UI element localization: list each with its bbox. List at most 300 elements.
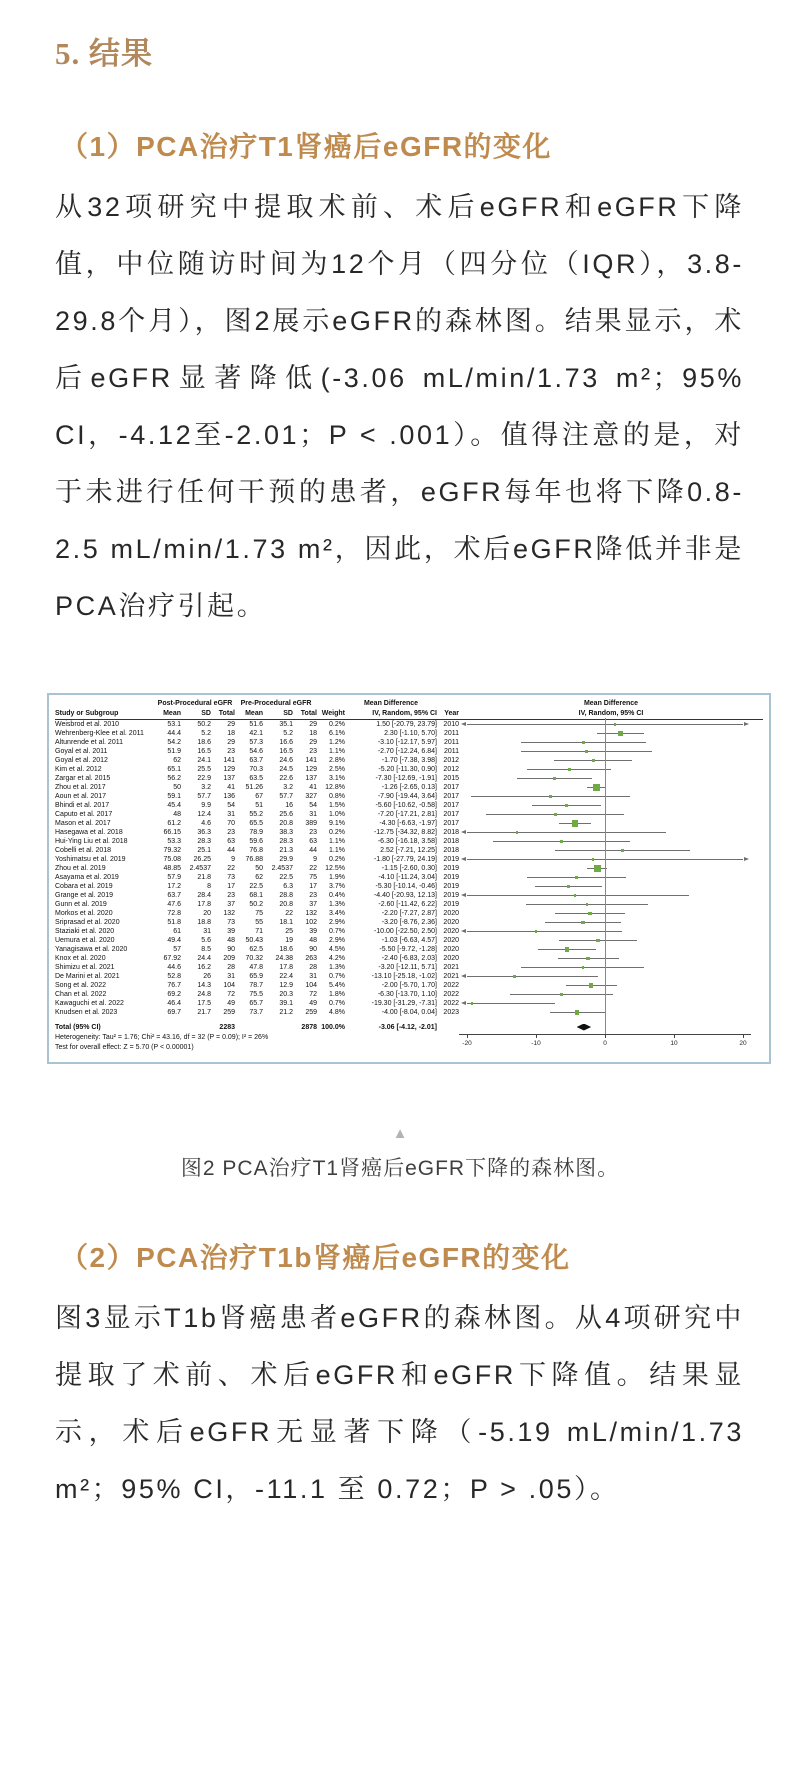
effect-marker bbox=[582, 966, 585, 969]
plot-cell bbox=[459, 972, 763, 981]
post-mean: 69.2 bbox=[167, 991, 181, 998]
weight-value: 1.2% bbox=[329, 739, 345, 746]
forest-row bbox=[55, 819, 763, 828]
pre-mean: 76.88 bbox=[245, 856, 263, 863]
pre-mean: 65.7 bbox=[249, 1000, 263, 1007]
post-mean: 76.7 bbox=[167, 982, 181, 989]
plot-ci-header: IV, Random, 95% CI bbox=[578, 710, 644, 717]
pre-total: 23 bbox=[309, 829, 317, 836]
axis-tick bbox=[674, 1034, 675, 1038]
plot-cell bbox=[459, 792, 763, 801]
total-plot-cell bbox=[459, 1023, 763, 1032]
effect-marker bbox=[553, 777, 556, 780]
post-mean: 69.7 bbox=[167, 1009, 181, 1016]
total1-header: Total bbox=[218, 710, 235, 717]
effect-marker bbox=[592, 759, 595, 762]
post-sd: 26.25 bbox=[193, 856, 211, 863]
year-value: 2019 bbox=[443, 874, 459, 881]
ci-text: -3.20 [-12.11, 5.71] bbox=[378, 964, 437, 971]
post-mean: 17.2 bbox=[167, 883, 181, 890]
study-name: Shimizu et al. 2021 bbox=[55, 964, 115, 971]
pre-sd: 16 bbox=[285, 802, 293, 809]
forest-row bbox=[55, 738, 763, 747]
forest-row bbox=[55, 720, 763, 729]
weight-value: 1.9% bbox=[329, 874, 345, 881]
forest-row bbox=[55, 990, 763, 999]
ci-text: 2.52 [-7.21, 12.25] bbox=[380, 847, 437, 854]
weight-value: 4.5% bbox=[329, 946, 345, 953]
pre-sd: 38.3 bbox=[279, 829, 293, 836]
pre-total: 137 bbox=[305, 775, 317, 782]
year-value: 2017 bbox=[443, 784, 459, 791]
post-total: 39 bbox=[227, 928, 235, 935]
x-axis bbox=[459, 1032, 751, 1056]
year-value: 2020 bbox=[443, 946, 459, 953]
pre-mean: 51.26 bbox=[245, 784, 263, 791]
plot-cell bbox=[459, 954, 763, 963]
weight-value: 1.1% bbox=[329, 838, 345, 845]
pre-sd: 22.6 bbox=[279, 775, 293, 782]
pre-total: 129 bbox=[305, 766, 317, 773]
pre-mean: 65.9 bbox=[249, 973, 263, 980]
axis-tick-label: -10 bbox=[531, 1040, 541, 1047]
year-value: 2010 bbox=[443, 721, 459, 728]
post-sd: 21.8 bbox=[197, 874, 211, 881]
post-total: 23 bbox=[227, 829, 235, 836]
ci-text: -5.30 [-10.14, -0.46] bbox=[375, 883, 437, 890]
collapse-triangle-icon[interactable]: ▲ bbox=[392, 1125, 408, 1142]
post-sd: 8.5 bbox=[201, 946, 211, 953]
weight-value: 3.7% bbox=[329, 883, 345, 890]
study-name: Goyal et al. 2011 bbox=[55, 748, 108, 755]
study-name: De Marini et al. 2021 bbox=[55, 973, 120, 980]
forest-plot bbox=[47, 693, 771, 1064]
study-name: Song et al. 2022 bbox=[55, 982, 106, 989]
post-sd: 26 bbox=[203, 973, 211, 980]
forest-row bbox=[55, 927, 763, 936]
plot-cell bbox=[459, 765, 763, 774]
post-sd: 4.6 bbox=[201, 820, 211, 827]
zero-line bbox=[605, 718, 606, 1034]
pre-mean: 68.1 bbox=[249, 892, 263, 899]
post-mean: 53.1 bbox=[167, 721, 181, 728]
study-name: Kim et al. 2012 bbox=[55, 766, 102, 773]
effect-marker bbox=[513, 975, 515, 977]
year-header: Year bbox=[444, 710, 459, 717]
post-total: 37 bbox=[227, 901, 235, 908]
study-name: Wehrenberg-Klee et al. 2011 bbox=[55, 730, 144, 737]
plot-cell bbox=[459, 945, 763, 954]
pre-mean: 62 bbox=[255, 874, 263, 881]
forest-footer bbox=[55, 1032, 763, 1058]
post-total: 17 bbox=[227, 883, 235, 890]
post-sd: 16.2 bbox=[197, 964, 211, 971]
study-name: Uemura et al. 2020 bbox=[55, 937, 115, 944]
forest-header-columns bbox=[55, 708, 763, 720]
post-total: 70 bbox=[227, 820, 235, 827]
weight-value: 12.5% bbox=[325, 865, 345, 872]
plot-cell bbox=[459, 846, 763, 855]
pre-mean: 55.2 bbox=[249, 811, 263, 818]
weight-value: 3.4% bbox=[329, 910, 345, 917]
ci-line bbox=[467, 931, 622, 932]
post-total: 137 bbox=[223, 775, 235, 782]
post-sd: 50.2 bbox=[197, 721, 211, 728]
pre-sd: 20.8 bbox=[279, 901, 293, 908]
axis-tick-label: -20 bbox=[462, 1040, 472, 1047]
pre-sd: 17.8 bbox=[279, 964, 293, 971]
post-mean: 63.7 bbox=[167, 892, 181, 899]
forest-row bbox=[55, 792, 763, 801]
plot-cell bbox=[459, 981, 763, 990]
plot-cell bbox=[459, 774, 763, 783]
effect-marker bbox=[585, 750, 587, 752]
effect-marker bbox=[560, 993, 563, 996]
post-sd: 3.2 bbox=[201, 784, 211, 791]
effect-marker bbox=[575, 876, 578, 879]
effect-marker bbox=[586, 903, 589, 906]
forest-row bbox=[55, 963, 763, 972]
year-value: 2018 bbox=[443, 847, 459, 854]
pre-total: 54 bbox=[309, 802, 317, 809]
pre-total: 29 bbox=[309, 721, 317, 728]
year-value: 2011 bbox=[443, 739, 459, 746]
post-sd: 31 bbox=[203, 928, 211, 935]
post-total: 54 bbox=[227, 802, 235, 809]
year-value: 2020 bbox=[443, 928, 459, 935]
forest-row bbox=[55, 729, 763, 738]
weight-value: 2.5% bbox=[329, 766, 345, 773]
pre-sd: 5.2 bbox=[283, 730, 293, 737]
pre-mean: 75 bbox=[255, 910, 263, 917]
year-value: 2021 bbox=[443, 964, 459, 971]
pre-total: 90 bbox=[309, 946, 317, 953]
plot-cell bbox=[459, 927, 763, 936]
pre-sd: 25.6 bbox=[279, 811, 293, 818]
pre-mean: 62.5 bbox=[249, 946, 263, 953]
forest-row bbox=[55, 873, 763, 882]
pre-sd: 22 bbox=[285, 910, 293, 917]
forest-row bbox=[55, 810, 763, 819]
effect-marker bbox=[586, 957, 590, 961]
post-total: 29 bbox=[227, 739, 235, 746]
axis-tick bbox=[605, 1034, 606, 1038]
plot-cell bbox=[459, 918, 763, 927]
plot-cell bbox=[459, 873, 763, 882]
forest-row bbox=[55, 774, 763, 783]
year-value: 2022 bbox=[443, 982, 459, 989]
ci-text: -4.00 [-8.04, 0.04] bbox=[381, 1009, 437, 1016]
pre-sd: 22.4 bbox=[279, 973, 293, 980]
pre-sd: 28.3 bbox=[279, 838, 293, 845]
right-arrow-icon bbox=[744, 857, 749, 861]
post-mean: 54.2 bbox=[167, 739, 181, 746]
forest-row bbox=[55, 999, 763, 1008]
pre-total: 389 bbox=[305, 820, 317, 827]
weight-value: 2.8% bbox=[329, 757, 345, 764]
pre-total: 29 bbox=[309, 739, 317, 746]
post-mean: 67.92 bbox=[163, 955, 181, 962]
plot-cell bbox=[459, 810, 763, 819]
post-total: 209 bbox=[223, 955, 235, 962]
study-name: Caputo et al. 2017 bbox=[55, 811, 113, 818]
forest-row bbox=[55, 1008, 763, 1017]
post-mean: 44.6 bbox=[167, 964, 181, 971]
forest-row bbox=[55, 828, 763, 837]
post-total: 28 bbox=[227, 964, 235, 971]
total-pre-n: 2878 bbox=[301, 1023, 317, 1031]
pre-total: 49 bbox=[309, 1000, 317, 1007]
post-sd: 8 bbox=[207, 883, 211, 890]
overall-effect-text: Test for overall effect: Z = 5.70 (P < 0.00001) bbox=[55, 1044, 194, 1051]
forest-header-groups bbox=[55, 699, 763, 708]
sub2-paragraph: 图3显示T1b肾癌患者eGFR的森林图。从4项研究中提取了术前、术后eGFR和eGFR下降值。结果显示，术后eGFR无显著下降（-5.19 mL/min/1.73 m²；95% CI，-11.1 至 0.72；P > .05）。 bbox=[55, 1303, 744, 1504]
article-page bbox=[0, 28, 800, 1518]
ci-line bbox=[467, 976, 598, 977]
post-sd: 57.7 bbox=[197, 793, 211, 800]
pre-sd: 57.7 bbox=[279, 793, 293, 800]
post-sd: 5.2 bbox=[201, 730, 211, 737]
total-weight: 100.0% bbox=[321, 1023, 345, 1031]
axis-tick-label: 20 bbox=[739, 1040, 747, 1047]
pre-total: 17 bbox=[309, 883, 317, 890]
weight-value: 12.8% bbox=[325, 784, 345, 791]
ci-text: -7.30 [-12.69, -1.91] bbox=[375, 775, 437, 782]
weight-value: 0.2% bbox=[329, 856, 345, 863]
study-name: Asayama et al. 2019 bbox=[55, 874, 119, 881]
ci-text: -4.10 [-11.24, 3.04] bbox=[378, 874, 437, 881]
post-mean: 57 bbox=[173, 946, 181, 953]
post-total: 23 bbox=[227, 892, 235, 899]
study-name: Cobara et al. 2019 bbox=[55, 883, 113, 890]
plot-cell bbox=[459, 855, 763, 864]
weight-value: 5.4% bbox=[329, 982, 345, 989]
year-value: 2019 bbox=[443, 901, 459, 908]
year-value: 2020 bbox=[443, 910, 459, 917]
pre-mean: 71 bbox=[255, 928, 263, 935]
ci-text: -5.60 [-10.62, -0.58] bbox=[375, 802, 437, 809]
post-total: 23 bbox=[227, 748, 235, 755]
study-name: Chan et al. 2022 bbox=[55, 991, 107, 998]
ci-text: -4.40 [-20.93, 12.13] bbox=[373, 892, 437, 899]
post-mean: 65.1 bbox=[167, 766, 181, 773]
post-mean: 57.9 bbox=[167, 874, 181, 881]
pre-total: 63 bbox=[309, 838, 317, 845]
post-sd: 20 bbox=[203, 910, 211, 917]
plot-cell bbox=[459, 963, 763, 972]
pre-total: 263 bbox=[305, 955, 317, 962]
effect-marker bbox=[614, 723, 616, 725]
left-arrow-icon bbox=[461, 929, 466, 933]
post-total: 90 bbox=[227, 946, 235, 953]
pre-sd: 19 bbox=[285, 937, 293, 944]
pre-total: 39 bbox=[309, 928, 317, 935]
ci-text: -5.50 [-9.72, -1.28] bbox=[379, 946, 437, 953]
pre-mean: 57.3 bbox=[249, 739, 263, 746]
plot-cell bbox=[459, 864, 763, 873]
pre-total: 72 bbox=[309, 991, 317, 998]
year-value: 2011 bbox=[443, 730, 459, 737]
post-mean: 44.4 bbox=[167, 730, 181, 737]
ci-text: -6.30 [-16.18, 3.58] bbox=[377, 838, 437, 845]
plot-cell bbox=[459, 891, 763, 900]
study-name: Zhou et al. 2019 bbox=[55, 865, 106, 872]
weight-value: 1.3% bbox=[329, 964, 345, 971]
pre-sd: 20.8 bbox=[279, 820, 293, 827]
study-name: Bhindi et al. 2017 bbox=[55, 802, 110, 809]
pre-sd: 21.3 bbox=[279, 847, 293, 854]
pre-mean: 63.5 bbox=[249, 775, 263, 782]
plot-cell bbox=[459, 828, 763, 837]
left-arrow-icon bbox=[461, 974, 466, 978]
effect-marker bbox=[471, 1002, 473, 1004]
sub2-heading: （2）PCA治疗T1b肾癌后eGFR的变化 bbox=[60, 1242, 571, 1273]
pre-total: 28 bbox=[309, 964, 317, 971]
pre-mean: 76.8 bbox=[249, 847, 263, 854]
total-post-n: 2283 bbox=[219, 1023, 235, 1031]
pre-sd: 3.2 bbox=[283, 784, 293, 791]
year-value: 2023 bbox=[443, 1009, 459, 1016]
post-mean: 53.3 bbox=[167, 838, 181, 845]
study-name: Kawaguchi et al. 2022 bbox=[55, 1000, 124, 1007]
sub1-paragraph: 从32项研究中提取术前、术后eGFR和eGFR下降值，中位随访时间为12个月（四分位（IQR），3.8-29.8个月），图2展示eGFR的森林图。结果显示，术后eGFR显著降低(-3.06 mL/min/1.73 m²；95% CI，-4.12至-2.01；P < .001）。值得注意的是，对于未进行任何干预的患者，eGFR每年也将下降0.8-2.5 mL/min/1.73 m²，因此，术后eGFR降低并非是PCA治疗引起。 bbox=[55, 192, 744, 621]
study-name: Zargar et al. 2015 bbox=[55, 775, 111, 782]
pre-sd: 16.6 bbox=[279, 739, 293, 746]
plot-cell bbox=[459, 999, 763, 1008]
study-name: Knudsen et al. 2023 bbox=[55, 1009, 118, 1016]
post-sd: 14.3 bbox=[197, 982, 211, 989]
post-sd: 25.1 bbox=[197, 847, 211, 854]
ci-text: -1.26 [-2.65, 0.13] bbox=[381, 784, 437, 791]
weight-value: 0.2% bbox=[329, 829, 345, 836]
axis-tick bbox=[536, 1034, 537, 1038]
left-arrow-icon bbox=[461, 830, 466, 834]
forest-total-row bbox=[55, 1022, 763, 1032]
study-name: Grange et al. 2019 bbox=[55, 892, 113, 899]
post-sd: 25.5 bbox=[197, 766, 211, 773]
post-sd: 18.8 bbox=[197, 919, 211, 926]
forest-row bbox=[55, 846, 763, 855]
year-value: 2020 bbox=[443, 937, 459, 944]
effect-marker bbox=[535, 930, 537, 932]
figure-caption: 图2 PCA治疗T1肾癌后eGFR下降的森林图。 bbox=[180, 1157, 620, 1180]
post-mean: 47.6 bbox=[167, 901, 181, 908]
weight-value: 1.8% bbox=[329, 991, 345, 998]
year-value: 2022 bbox=[443, 1000, 459, 1007]
section-2 bbox=[0, 1236, 800, 1518]
effect-marker bbox=[588, 912, 592, 916]
effect-marker bbox=[618, 731, 623, 736]
pre-sd: 28.8 bbox=[279, 892, 293, 899]
axis-tick-label: 10 bbox=[670, 1040, 678, 1047]
ci-text: -13.10 [-25.18, -1.02] bbox=[371, 973, 437, 980]
year-value: 2019 bbox=[443, 892, 459, 899]
pre-sd: 35.1 bbox=[279, 721, 293, 728]
pre-total: 48 bbox=[309, 937, 317, 944]
pre-mean: 54.6 bbox=[249, 748, 263, 755]
ci-line bbox=[467, 895, 689, 896]
pre-sd: 24.38 bbox=[275, 955, 293, 962]
post-sd: 21.7 bbox=[197, 1009, 211, 1016]
forest-row bbox=[55, 864, 763, 873]
pre-total: 37 bbox=[309, 901, 317, 908]
study-name: Staziaki et al. 2020 bbox=[55, 928, 115, 935]
post-total: 48 bbox=[227, 937, 235, 944]
forest-row bbox=[55, 783, 763, 792]
pre-sd: 24.6 bbox=[279, 757, 293, 764]
study-name: Cobelli et al. 2018 bbox=[55, 847, 112, 854]
effect-marker bbox=[560, 840, 562, 842]
forest-row bbox=[55, 747, 763, 756]
effect-marker bbox=[565, 947, 569, 951]
weight-value: 1.1% bbox=[329, 847, 345, 854]
ci-text: -7.20 [-17.21, 2.81] bbox=[377, 811, 437, 818]
forest-row bbox=[55, 891, 763, 900]
weight-value: 2.9% bbox=[329, 937, 345, 944]
pre-sd: 6.3 bbox=[283, 883, 293, 890]
post-mean: 61 bbox=[173, 928, 181, 935]
post-sd: 17.5 bbox=[197, 1000, 211, 1007]
effect-marker bbox=[593, 784, 600, 791]
ci-text: -3.10 [-12.17, 5.97] bbox=[377, 739, 437, 746]
post-sd: 5.6 bbox=[201, 937, 211, 944]
ci-column-header: IV, Random, 95% CI bbox=[372, 710, 437, 717]
post-mean: 48 bbox=[173, 811, 181, 818]
year-value: 2017 bbox=[443, 820, 459, 827]
year-value: 2012 bbox=[443, 766, 459, 773]
year-value: 2018 bbox=[443, 838, 459, 845]
plot-cell bbox=[459, 756, 763, 765]
weight-value: 0.7% bbox=[329, 973, 345, 980]
post-sd: 17.8 bbox=[197, 901, 211, 908]
pre-sd: 2.4537 bbox=[271, 865, 293, 872]
pre-mean: 75.5 bbox=[249, 991, 263, 998]
effect-marker bbox=[516, 831, 518, 833]
pre-mean: 22.5 bbox=[249, 883, 263, 890]
ci-text: 1.50 [-20.79, 23.79] bbox=[376, 721, 437, 728]
sd2-header: SD bbox=[283, 710, 293, 717]
effect-marker bbox=[572, 820, 578, 826]
post-total: 104 bbox=[223, 982, 235, 989]
plot-cell bbox=[459, 990, 763, 999]
ci-text: -2.70 [-12.24, 6.84] bbox=[377, 748, 437, 755]
pre-total: 259 bbox=[305, 1009, 317, 1016]
pre-mean: 70.3 bbox=[249, 766, 263, 773]
sd1-header: SD bbox=[201, 710, 211, 717]
pre-total: 44 bbox=[309, 847, 317, 854]
pre-mean: 73.7 bbox=[249, 1009, 263, 1016]
plot-cell bbox=[459, 720, 763, 729]
ci-text: -2.20 [-7.27, 2.87] bbox=[381, 910, 437, 917]
post-total: 72 bbox=[227, 991, 235, 998]
pre-sd: 16.5 bbox=[279, 748, 293, 755]
study-name: Mason et al. 2017 bbox=[55, 820, 111, 827]
year-value: 2017 bbox=[443, 811, 459, 818]
pre-sd: 12.9 bbox=[279, 982, 293, 989]
total-ci-text: -3.06 [-4.12, -2.01] bbox=[378, 1023, 437, 1031]
ci-text: -4.30 [-6.63, -1.97] bbox=[379, 820, 437, 827]
study-name: Zhou et al. 2017 bbox=[55, 784, 106, 791]
pre-total: 41 bbox=[309, 784, 317, 791]
mean2-header: Mean bbox=[245, 710, 263, 717]
pre-mean: 78.9 bbox=[249, 829, 263, 836]
pre-mean: 65.5 bbox=[249, 820, 263, 827]
study-name: Hui-Ying Liu et al. 2018 bbox=[55, 838, 128, 845]
post-sd: 24.1 bbox=[197, 757, 211, 764]
post-total: 136 bbox=[223, 793, 235, 800]
forest-row bbox=[55, 855, 763, 864]
year-value: 2017 bbox=[443, 802, 459, 809]
